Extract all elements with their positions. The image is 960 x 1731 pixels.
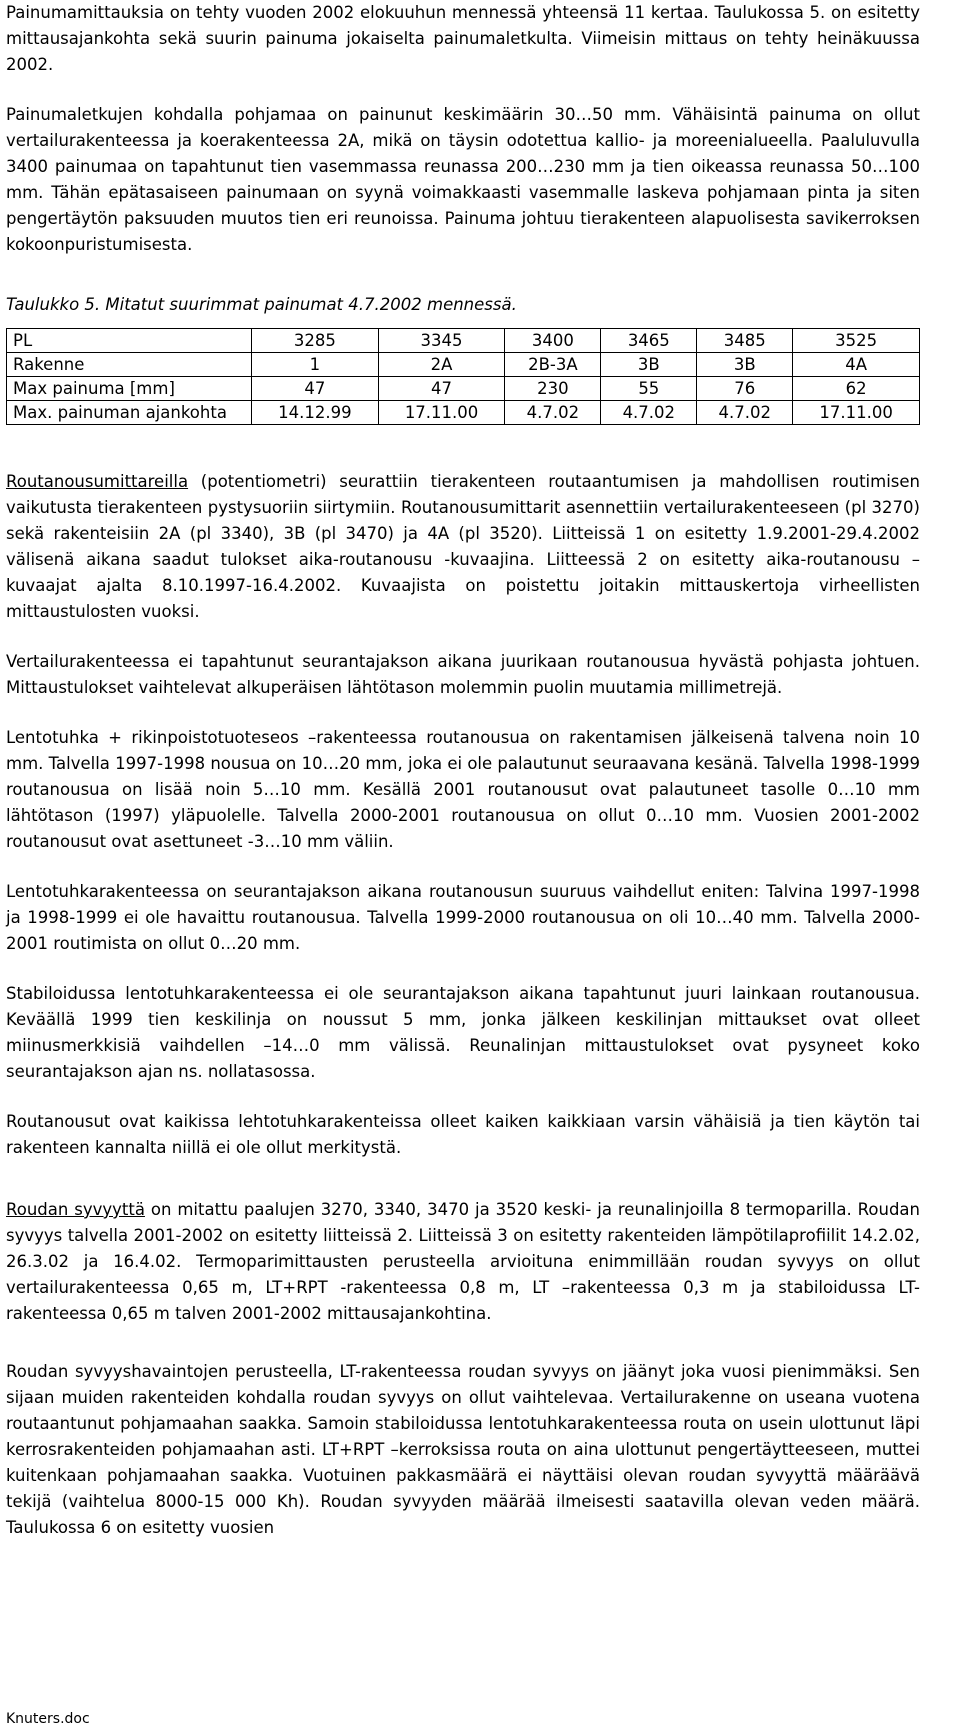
row-label: Max painuma [mm] — [7, 377, 252, 401]
table-row — [7, 401, 920, 425]
paragraph-vertailurakenne: Vertailurakenteessa ei tapahtunut seurantajakson aikana juurikaan routanousua hyvästä pohjasta johtuen. Mittaustulokset vaihtelevat alkuperäisen lähtötason molemmin puolin muutamia millimetrejä. — [6, 652, 920, 697]
table-cell: 17.11.00 — [793, 401, 920, 425]
paragraph-stabiloitu: Stabiloidussa lentotuhkarakenteessa ei ole seurantajakson aikana tapahtunut juuri lainkaan routanousua. Keväällä 1999 tien keskilinja on noussut 5 mm, jonka jälkeen keskilinjan mittaukset ovat olleet miinusmerkkisiä vaihdellen –14…0 mm välissä. Reunalinjan mittaustulokset ovat pysyneet koko seurantajakson ajan ns. nollatasossa. — [6, 984, 920, 1081]
paragraph-painumamittaukset: Painumamittauksia on tehty vuoden 2002 elokuuhun mennessä yhteensä 11 kertaa. Taulukossa 5. on esitetty mittausajankohta sekä suurin painuma jokaiselta painumaletkulta. Viimeisin mittaus on tehty heinäkuussa 2002. — [6, 3, 920, 74]
table-cell: 62 — [793, 377, 920, 401]
table-caption: Taulukko 5. Mitatut suurimmat painumat 4.7.2002 mennessä. — [6, 295, 517, 314]
settlement-table — [6, 328, 920, 425]
row-label: PL — [7, 329, 252, 353]
table-cell: 47 — [252, 377, 379, 401]
table-row — [7, 329, 920, 353]
table-cell: 55 — [601, 377, 697, 401]
table-cell: 76 — [697, 377, 793, 401]
table-cell: 3285 — [252, 329, 379, 353]
footer-filename: Knuters.doc — [6, 1711, 90, 1727]
document-page — [6, 0, 920, 1541]
paragraph-lt-rpt: Lentotuhka + rikinpoistotuoteseos –rakenteessa routanousua on rakentamisen jälkeisenä talvena noin 10 mm. Talvella 1997-1998 nousua on 10…20 mm, joka ei ole palautunut seuraavana kesänä. Talvella 1998-1999 routanousua on lisää noin 5…10 mm. Kesällä 2001 routanousut ovat palautuneet tasolle 0…10 mm lähtötason (1997) yläpuolelle. Talvella 2000-2001 routanousua on ollut 0…10 mm. Vuosien 2001-2002 routanousut ovat asettuneet -3…10 mm väliin. — [6, 728, 920, 851]
row-label: Rakenne — [7, 353, 252, 377]
paragraph-roudan-syvyys-text: on mitattu paalujen 3270, 3340, 3470 ja 3520 keski- ja reunalinjoilla 8 termoparilla. Roudan syvyys talvella 2001-2002 on esitetty liitteissä 2. Liitteissä 3 on esitetty rakenteiden lämpötilaprofiilit 14.2.02, 26.3.02 ja 16.4.02. Termoparimittausten perusteella arvioituna enimmillään roudan syvyys on ollut vertailurakenteessa 0,65 m, LT+RPT -rakenteessa 0,8 m, LT –rakenteessa 0,3 m ja stabiloidussa LT-rakenteessa 0,65 m talven 2001-2002 mittausajankohtina. — [6, 1200, 920, 1323]
table-cell: 14.12.99 — [252, 401, 379, 425]
table-cell: 3345 — [378, 329, 505, 353]
table-cell: 4.7.02 — [505, 401, 601, 425]
term-routanousumittareilla: Routanousumittareilla — [6, 472, 189, 491]
table-cell: 17.11.00 — [378, 401, 505, 425]
term-roudan-syvyytta: Roudan syvyyttä — [6, 1200, 145, 1219]
paragraph-lentotuhka: Lentotuhkarakenteessa on seurantajakson aikana routanousun suuruus vaihdellut eniten: Talvina 1997-1998 ja 1998-1999 ei ole havaittu routanousua. Talvella 1999-2000 routanousua on oli 10…40 mm. Talvella 2000-2001 routimista on ollut 0…20 mm. — [6, 882, 920, 953]
table-cell: 3B — [601, 353, 697, 377]
table-cell: 2A — [378, 353, 505, 377]
paragraph-painumaletkut: Painumaletkujen kohdalla pohjamaa on painunut keskimäärin 30…50 mm. Vähäisintä painuma on ollut vertailurakenteessa ja koerakenteessa 2A, mikä on täysin odotettua kallio- ja moreenialueella. Paaluluvulla 3400 painumaa on tapahtunut tien vasemmassa reunassa 200…230 mm ja tien oikeassa reunassa 50…100 mm. Tähän epätasaiseen painumaan on syynä voimakkaasti vasemmalle laskeva pohjamaan pinta ja siten pengertäytön paksuuden muutos tien eri reunoissa. Painuma johtuu tierakenteen alapuolisesta savikerroksen kokoonpuristumisesta. — [6, 105, 920, 254]
paragraph-routanousu-text: (potentiometri) seurattiin tierakenteen routaantumisen ja mahdollisen routimisen vaikutusta tierakenteen pystysuoriin siirtymiin. Routanousumittarit asennettiin vertailurakenteeseen (pl 3270) sekä rakenteisiin 2A (pl 3340), 3B (pl 3470) ja 4A (pl 3520). Liitteissä 1 on esitetty 1.9.2001-29.4.2002 välisenä aikana saadut tulokset aika-routanousu -kuvaajina. Liitteessä 2 on esitetty aika-routanousu – kuvaajat ajalta 8.10.1997-16.4.2002. Kuvaajista on poistettu joitakin mittauskertoja virheellisten mittaustulosten vuoksi. — [6, 472, 920, 621]
table-cell: 230 — [505, 377, 601, 401]
table-row — [7, 353, 920, 377]
paragraph-roudan-havainnot: Roudan syvyyshavaintojen perusteella, LT-rakenteessa roudan syvyys on jäänyt joka vuosi pienimmäksi. Sen sijaan muiden rakenteiden kohdalla roudan syvyys on ollut vaihtelevaa. Vertailurakenne on useana vuotena routaantunut pohjamaahan saakka. Samoin stabiloidussa lentotuhkarakenteessa routa on usein ulottunut läpi kerrosrakenteiden pohjamaahan asti. LT+RPT –kerroksissa routa on aina ulottunut pengertäytteeseen, muttei kuitenkaan pohjamaahan saakka. Vuotuinen pakkasmäärä ei näyttäisi olevan roudan syvyyttä määräävä tekijä (vaihtelua 8000-15 000 Kh). Roudan syvyyden määrää ilmeisesti saatavilla olevan veden määrä. Taulukossa 6 on esitetty vuosien — [6, 1362, 920, 1537]
table-cell: 3B — [697, 353, 793, 377]
table-row — [7, 377, 920, 401]
table-cell: 47 — [378, 377, 505, 401]
table-cell: 2B-3A — [505, 353, 601, 377]
table-cell: 3485 — [697, 329, 793, 353]
paragraph-roudan-syvyys — [6, 1197, 920, 1327]
row-label: Max. painuman ajankohta — [7, 401, 252, 425]
table-cell: 4.7.02 — [697, 401, 793, 425]
table-cell: 4A — [793, 353, 920, 377]
table-cell: 1 — [252, 353, 379, 377]
table-cell: 3525 — [793, 329, 920, 353]
paragraph-yhteenveto: Routanousut ovat kaikissa lehtotuhkarakenteissa olleet kaiken kaikkiaan varsin vähäisiä ja tien käytön tai rakenteen kannalta niillä ei ole ollut merkitystä. — [6, 1112, 920, 1157]
table-cell: 4.7.02 — [601, 401, 697, 425]
table-cell: 3400 — [505, 329, 601, 353]
paragraph-routanousu — [6, 469, 920, 625]
table-cell: 3465 — [601, 329, 697, 353]
